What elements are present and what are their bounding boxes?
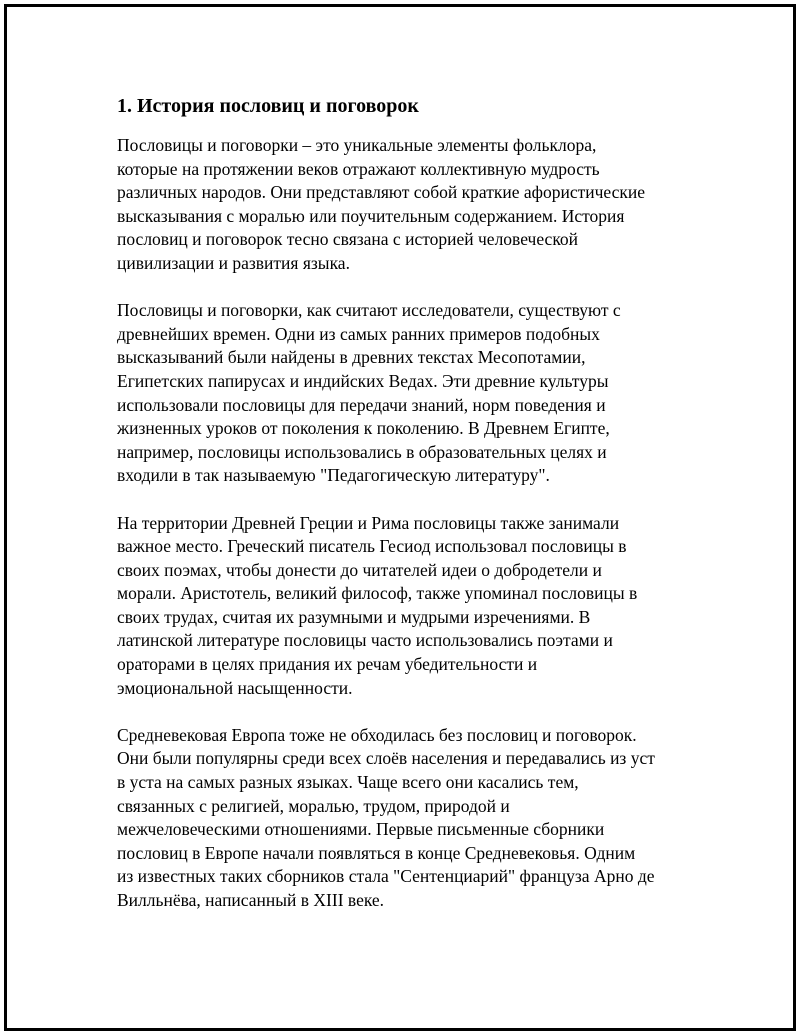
text-line: морали. Аристотель, великий философ, также упоминал пословицы в [117, 583, 638, 604]
text-line: древнейших времен. Одни из самых ранних примеров подобных [117, 323, 600, 344]
text-line: связанных с религией, моралью, трудом, природой и [117, 795, 510, 816]
section-heading: 1. История пословиц и поговорок [117, 95, 419, 117]
text-line: жизненных уроков от поколения к поколению. В Древнем Египте, [117, 418, 610, 439]
text-line: пословиц в Европе начали появляться в конце Средневековья. Одним [117, 842, 636, 863]
text-line: пословиц и поговорок тесно связана с историей человеческой [117, 229, 579, 250]
paragraph-2 [117, 299, 697, 488]
text-line: На территории Древней Греции и Рима пословицы также занимали [117, 512, 620, 533]
text-line: Египетских папирусах и индийских Ведах. Эти древние культуры [117, 370, 609, 391]
text-line: Пословицы и поговорки – это уникальные элементы фольклора, [117, 135, 597, 155]
paragraph-4 [117, 724, 697, 913]
text-line: использовали пословицы для передачи знаний, норм поведения и [117, 394, 606, 415]
document-body [117, 93, 697, 936]
text-line: своих поэмах, чтобы донести до читателей идеи о добродетели и [117, 559, 602, 580]
text-line: Средневековая Европа тоже не обходилась без пословиц и поговорок. [117, 724, 637, 745]
text-line: высказываний были найдены в древних текстах Месопотамии, [117, 347, 586, 368]
text-line: межчеловеческими отношениями. Первые письменные сборники [117, 819, 605, 840]
text-line: Вилльнёва, написанный в XIII веке. [117, 890, 385, 910]
text-line: различных народов. Они представляют собой краткие афористические [117, 182, 646, 203]
text-line: эмоциональной насыщенности. [117, 677, 353, 698]
text-line: ораторами в целях придания их речам убедительности и [117, 654, 538, 675]
text-line: своих трудах, считая их разумными и мудрыми изречениями. В [117, 606, 591, 627]
text-line: цивилизации и развития языка. [117, 252, 350, 273]
text-line: Пословицы и поговорки, как считают исследователи, существуют с [117, 300, 621, 321]
paragraph-3 [117, 512, 697, 701]
text-line: в уста на самых разных языках. Чаще всего они касались тем, [117, 772, 579, 793]
text-line: входили в так называемую "Педагогическую литературу". [117, 465, 550, 486]
text-line: например, пословицы использовались в образовательных целях и [117, 441, 607, 462]
text-line: которые на протяжении веков отражают коллективную мудрость [117, 158, 600, 179]
text-line: высказывания с моралью или поучительным содержанием. История [117, 205, 625, 226]
text-line: латинской литературе пословицы часто использовались поэтами и [117, 630, 613, 651]
text-line: важное место. Греческий писатель Гесиод использовал пословицы в [117, 536, 627, 557]
text-line: из известных таких сборников стала "Сентенциарий" француза Арно де [117, 866, 655, 887]
paragraph-1 [117, 134, 697, 276]
text-line: Они были популярны среди всех слоёв населения и передавались из уст [117, 748, 655, 769]
